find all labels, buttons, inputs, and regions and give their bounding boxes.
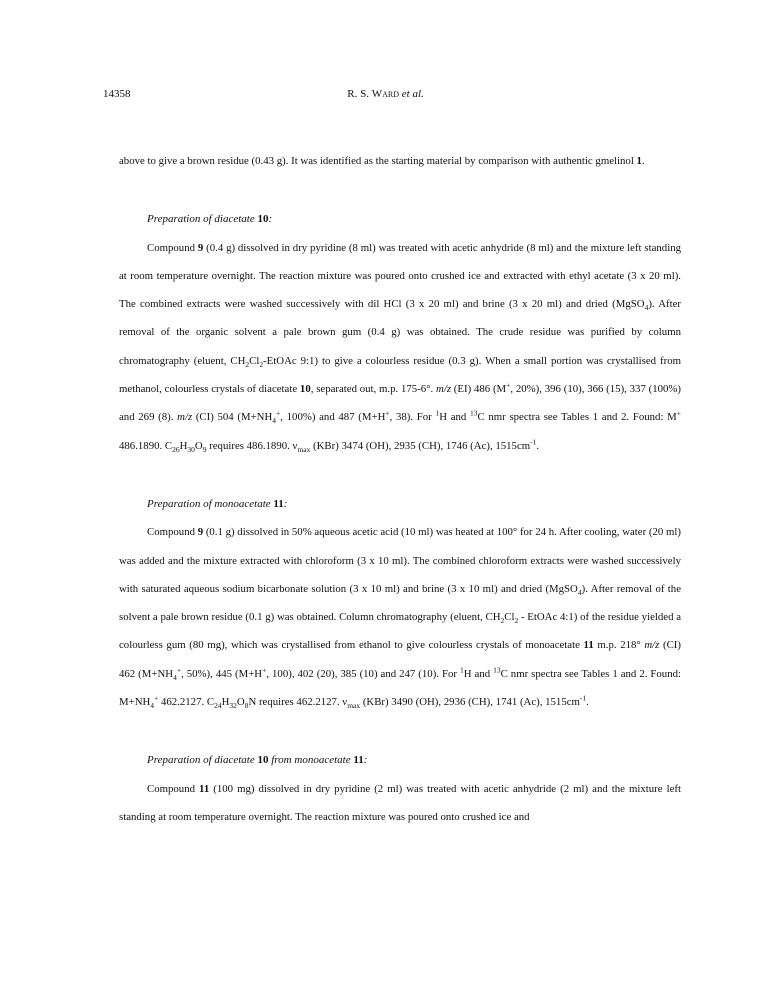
paragraph-diacetate: Compound 9 (0.4 g) dissolved in dry pyridine (8 ml) was treated with acetic anhydride (8 ml) and the mixture left standing at room temperature overnight. The reaction mixture was poured onto crushed ice and extracted with ethyl acetate (3 x 20 ml). The combined extracts were washed successively with dil HCl (3 x 20 ml) and brine (3 x 20 ml) and dried (MgSO$_4$). After removal of the organic solvent a pale brown gum (0.4 g) was obtained. The crude residue was purified by column chromatography (eluent, $CH_2Cl_2$-EtOAc 9:1) to give a colourless residue (0.3 g). When a small portion was crystallised from methanol, colourless crystals of diacetate 10, separated out, m.p. 175-6°. m/z (EI) 486 (M+, 20%), 396 (10), 366 (15), 337 (100%) and 269 (8). m/z (CI) 504 ($M+NH_4^+$, 100%) and 487 (M+H+, 38). For $^1$H and $^{13}$C nmr spectra see Tables 1 and 2. Found: M+ 486.1890. $C_{26}H_{30}O_9$ requires 486.1890. $\nu_{max}$ (KBr) 3474 (OH), 2935 (CH), 1746 (Ac), $1515cm^{-1}$. — [119, 241, 682, 454]
author-surname: Ward — [371, 88, 399, 100]
page-number: 14358 — [103, 88, 131, 100]
running-title — [103, 88, 668, 100]
section-heading-diacetate: Preparation of diacetate 10: — [147, 213, 273, 226]
section-heading-monoacetate: Preparation of monoacetate 11: — [147, 497, 288, 510]
et-al: et al. — [401, 88, 424, 100]
author-initials: R. S. — [347, 88, 372, 100]
paragraph-diacetate-from-monoacetate: Compound 11 (100 mg) dissolved in dry pyridine (2 ml) was treated with acetic anhydride (2 ml) and the mixture left standing at room temperature overnight. The reaction mixture was poured onto crushed ice and — [119, 782, 681, 823]
section-heading-diacetate-from-monoacetate: Preparation of diacetate 10 from monoacetate 11: — [147, 754, 368, 767]
article-body — [119, 147, 681, 831]
paragraph-monoacetate: Compound 9 (0.1 g) dissolved in 50% aqueous acetic acid (10 ml) was heated at 100° for 24 h. After cooling, water (20 ml) was added and the mixture extracted with chloroform (3 x 10 ml). The combined chloroform extracts were washed successively with saturated aqueous sodium bicarbonate solution (3 x 10 ml) and brine (3 x 10 ml) and dried (MgSO$_4$). After removal of the solvent a pale brown residue (0.1 g) was obtained. Column chromatography (eluent, $CH_2Cl_2$ - EtOAc 4:1) of the residue yielded a colourless gum (80 mg), which was crystallised from ethanol to give colourless crystals of monoacetate 11 m.p. 218° m/z (CI) 462 ($M+NH_4^+$, 50%), 445 (M+H+, 100), 402 (20), 385 (10) and 247 (10). For $^1$H and $^{13}$C nmr spectra see Tables 1 and 2. Found: $M+NH_4^+$ 462.2127. $C_{24}H_{32}O_8N$ requires 462.2127. $\nu_{max}$ (KBr) 3490 (OH), 2936 (CH), 1741 (Ac), $1515cm^{-1}$. — [119, 526, 682, 711]
paragraph-continuation: above to give a brown residue (0.43 g). It was identified as the starting material by comparison with authentic gmelinol 1. — [119, 155, 645, 167]
running-header — [103, 88, 668, 104]
